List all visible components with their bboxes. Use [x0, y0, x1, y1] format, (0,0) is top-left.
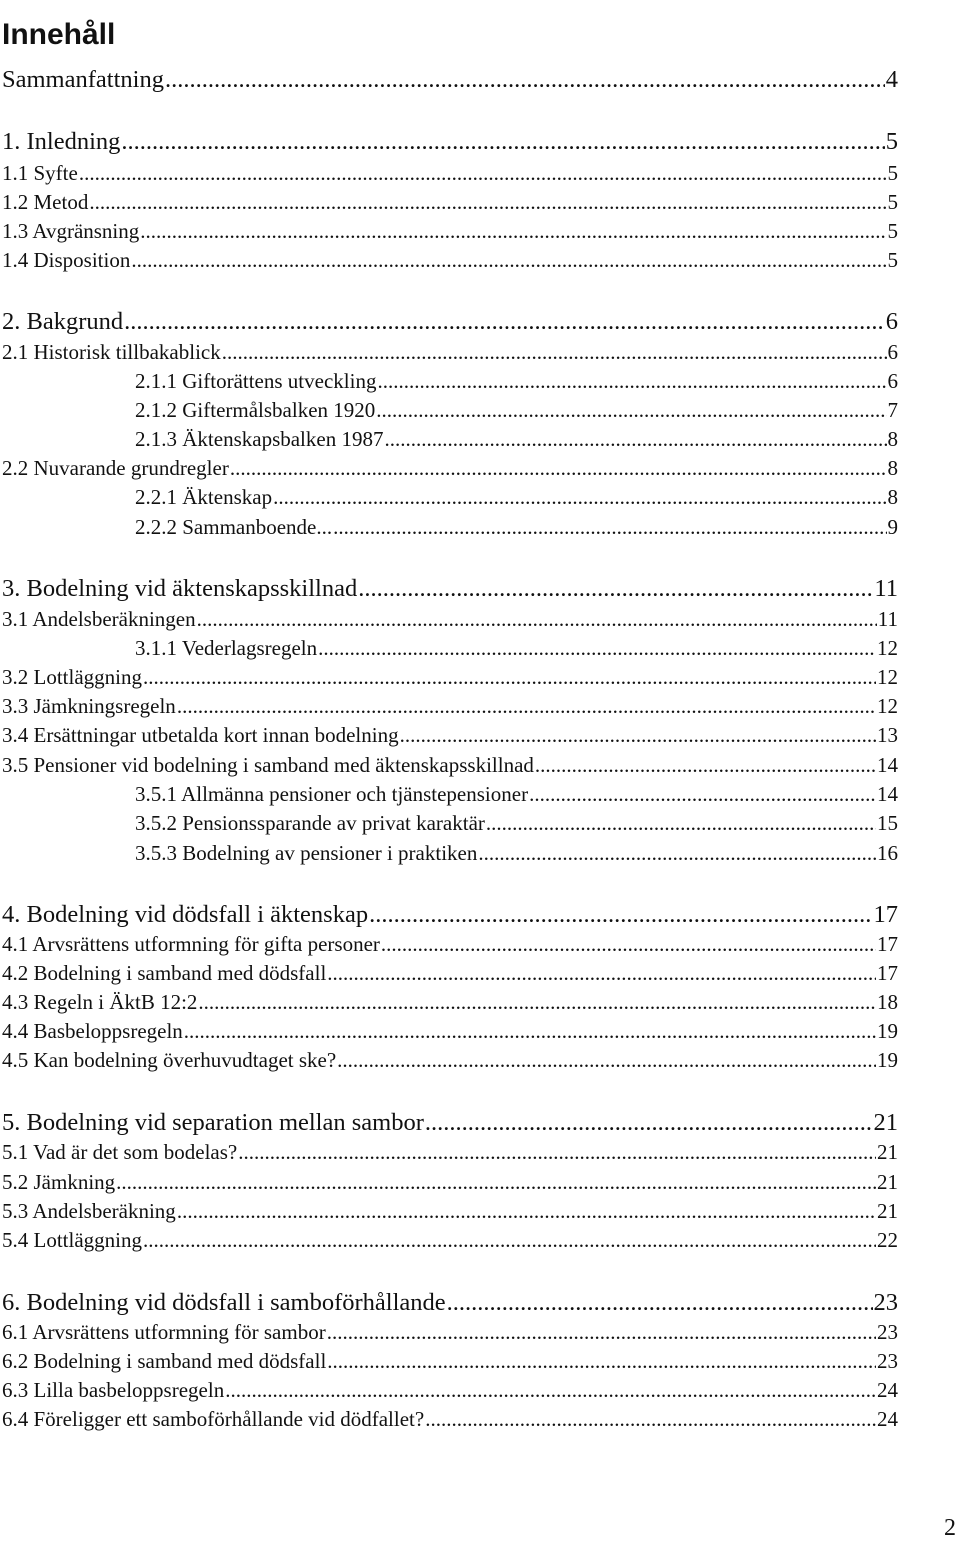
toc-entry-page: 23 [877, 1320, 898, 1344]
toc-entry-page: 5 [887, 248, 898, 272]
toc-entry-page: 8 [887, 427, 898, 451]
toc-entry-label: 3.5 Pensioner vid bodelning i samband med äktenskapsskillnad [2, 753, 534, 777]
toc-dot-leader [486, 810, 876, 836]
toc-entry-label: 6.2 Bodelning i samband med dödsfall [2, 1349, 327, 1373]
toc-entry[interactable] [135, 426, 898, 452]
toc-dot-leader [327, 1348, 876, 1374]
toc-entry-label: 4.1 Arvsrättens utformning för gifta personer [2, 932, 380, 956]
toc-entry-label: 5. Bodelning vid separation mellan sambor [2, 1109, 424, 1136]
toc-entry-label: 1.4 Disposition [2, 248, 131, 272]
toc-entry-label: 3.1.1 Vederlagsregeln [135, 636, 318, 660]
toc-entry[interactable] [2, 1018, 898, 1044]
toc-entry-label: 1.1 Syfte [2, 161, 78, 185]
toc-dot-leader [333, 514, 886, 540]
toc-entry[interactable] [135, 635, 898, 661]
toc-dot-leader [384, 426, 886, 452]
toc-entry-label: 2.1.2 Giftermålsbalken 1920 [135, 398, 376, 422]
toc-entry-page: 9 [887, 515, 898, 539]
toc-entry[interactable] [2, 455, 898, 481]
toc-entry-page: 17 [873, 901, 898, 928]
toc-dot-leader [177, 1198, 876, 1224]
toc-entry[interactable] [2, 160, 898, 186]
toc-dot-leader [369, 901, 872, 929]
toc-entry-page: 8 [887, 456, 898, 480]
toc-dot-leader [447, 1289, 873, 1317]
toc-dot-leader [143, 664, 876, 690]
toc-entry-label: 1.3 Avgränsning [2, 219, 140, 243]
toc-entry-page: 12 [877, 636, 898, 660]
toc-dot-leader [197, 606, 877, 632]
toc-dot-leader [478, 840, 876, 866]
toc-entry[interactable] [2, 693, 898, 719]
toc-entry-page: 8 [887, 485, 898, 509]
toc-entry-label: 3.2 Lottläggning [2, 665, 142, 689]
toc-entry[interactable] [2, 1289, 898, 1317]
toc-entry-label: 2.1 Historisk tillbakablick [2, 340, 221, 364]
toc-entry-label: 4. Bodelning vid dödsfall i äktenskap [2, 901, 369, 928]
toc-entry[interactable] [2, 1198, 898, 1224]
toc-entry-label: 4.2 Bodelning i samband med dödsfall [2, 961, 327, 985]
toc-dot-leader [273, 484, 886, 510]
toc-entry-label: 6.1 Arvsrättens utformning för sambor [2, 1320, 326, 1344]
toc-dot-leader [222, 339, 887, 365]
toc-entry[interactable] [2, 1227, 898, 1253]
toc-entry-label: 5.1 Vad är det som bodelas? [2, 1140, 238, 1164]
toc-entry-page: 18 [877, 990, 898, 1014]
toc-entry[interactable] [135, 810, 898, 836]
toc-entry[interactable] [2, 606, 898, 632]
toc-entry-page: 23 [877, 1349, 898, 1373]
toc-entry-label: 3.1 Andelsberäkningen [2, 607, 196, 631]
toc-dot-leader [143, 1227, 876, 1253]
toc-entry[interactable] [2, 1169, 898, 1195]
toc-entry[interactable] [2, 989, 898, 1015]
toc-entry[interactable] [2, 575, 898, 603]
toc-entry[interactable] [2, 66, 898, 94]
toc-entry[interactable] [2, 218, 898, 244]
toc-entry[interactable] [2, 931, 898, 957]
toc-dot-leader [89, 189, 886, 215]
toc-entry[interactable] [2, 1406, 898, 1432]
toc-entry-label: 2. Bakgrund [2, 308, 124, 335]
toc-entry-label: 2.2 Nuvarande grundregler [2, 456, 229, 480]
toc-entry-page: 7 [887, 398, 898, 422]
toc-dot-leader [318, 635, 876, 661]
toc-entry-page: 22 [877, 1228, 898, 1252]
toc-entry-label: 2.1.1 Giftorättens utveckling [135, 369, 377, 393]
toc-entry-page: 5 [885, 128, 898, 155]
toc-dot-leader [377, 368, 886, 394]
toc-entry-page: 16 [877, 841, 898, 865]
toc-dot-leader [79, 160, 887, 186]
toc-entry-page: 17 [877, 961, 898, 985]
toc-entry-label: 4.4 Basbeloppsregeln [2, 1019, 183, 1043]
toc-entry-page: 5 [887, 161, 898, 185]
toc-entry[interactable] [2, 1109, 898, 1137]
toc-entry-label: 2.2.1 Äktenskap [135, 485, 273, 509]
toc-entry-page: 24 [877, 1378, 898, 1402]
toc-entry-label: 6.3 Lilla basbeloppsregeln [2, 1378, 225, 1402]
toc-entry-label: 5.3 Andelsberäkning [2, 1199, 176, 1223]
toc-dot-leader [327, 1319, 876, 1345]
toc-entry-page: 23 [873, 1289, 898, 1316]
toc-dot-leader [225, 1377, 876, 1403]
toc-entry-label: 6. Bodelning vid dödsfall i samboförhållande [2, 1289, 446, 1316]
toc-entry-page: 4 [885, 66, 898, 93]
toc-entry-label: 1. Inledning [2, 128, 121, 155]
toc-entry-page: 21 [877, 1140, 898, 1164]
toc-dot-leader [121, 128, 884, 156]
toc-dot-leader [337, 1047, 876, 1073]
toc-entry[interactable] [2, 128, 898, 156]
toc-dot-leader [140, 218, 886, 244]
toc-entry-label: 2.1.3 Äktenskapsbalken 1987 [135, 427, 384, 451]
toc-entry-label: 4.3 Regeln i ÄktB 12:2 [2, 990, 198, 1014]
toc-dot-leader [198, 989, 876, 1015]
toc-dot-leader [230, 455, 887, 481]
toc-dot-leader [165, 66, 885, 94]
toc-dot-leader [238, 1139, 876, 1165]
toc-entry-label: 3.4 Ersättningar utbetalda kort innan bodelning [2, 723, 399, 747]
toc-entry[interactable] [2, 308, 898, 336]
toc-entry[interactable] [2, 901, 898, 929]
toc-entry[interactable] [135, 484, 898, 510]
toc-dot-leader [535, 752, 876, 778]
toc-entry-label: Sammanfattning [2, 66, 164, 93]
toc-entry-label: 1.2 Metod [2, 190, 89, 214]
toc-dot-leader [529, 781, 876, 807]
toc-entry-label: 2.2.2 Sammanboende... [135, 515, 333, 539]
toc-entry-label: 3.5.3 Bodelning av pensioner i praktiken [135, 841, 478, 865]
toc-entry-label: 3.5.2 Pensionssparande av privat karaktär [135, 811, 485, 835]
toc-entry[interactable] [2, 1139, 898, 1165]
toc-dot-leader [381, 931, 876, 957]
toc-entry[interactable] [2, 664, 898, 690]
toc-entry[interactable] [2, 1047, 898, 1073]
toc-entry[interactable] [135, 397, 898, 423]
toc-entry[interactable] [2, 339, 898, 365]
toc-entry-label: 4.5 Kan bodelning överhuvudtaget ske? [2, 1048, 337, 1072]
toc-entry-page: 6 [887, 369, 898, 393]
toc-dot-leader [124, 308, 885, 336]
toc-entry-page: 24 [877, 1407, 898, 1431]
toc-entry[interactable] [135, 781, 898, 807]
toc-entry-page: 6 [887, 340, 898, 364]
toc-entry-page: 21 [873, 1109, 898, 1136]
toc-entry-page: 17 [877, 932, 898, 956]
toc-dot-leader [376, 397, 886, 423]
toc-dot-leader [358, 575, 873, 603]
toc-entry[interactable] [2, 247, 898, 273]
toc-entry[interactable] [2, 1319, 898, 1345]
page-number: 2 [944, 1515, 956, 1541]
toc-entry[interactable] [2, 960, 898, 986]
toc-entry-page: 12 [877, 665, 898, 689]
toc-dot-leader [400, 722, 876, 748]
toc-entry-page: 21 [877, 1199, 898, 1223]
toc-entry-page: 19 [877, 1019, 898, 1043]
toc-dot-leader [177, 693, 876, 719]
toc-entry-page: 11 [877, 607, 898, 631]
toc-entry-label: 3. Bodelning vid äktenskapsskillnad [2, 575, 358, 602]
toc-dot-leader [425, 1406, 876, 1432]
toc-entry[interactable] [2, 1348, 898, 1374]
toc-entry-label: 6.4 Föreligger ett samboförhållande vid dödfallet? [2, 1407, 425, 1431]
toc-entry-page: 14 [877, 753, 898, 777]
toc-dot-leader [131, 247, 886, 273]
toc-entry-page: 5 [887, 190, 898, 214]
toc-dot-leader [425, 1109, 873, 1137]
toc-entry-label: 3.3 Jämkningsregeln [2, 694, 176, 718]
toc-entry-page: 15 [877, 811, 898, 835]
toc-entry[interactable] [2, 752, 898, 778]
toc-entry-page: 19 [877, 1048, 898, 1072]
toc-entry-page: 6 [885, 308, 898, 335]
toc-entry[interactable] [135, 840, 898, 866]
toc-entry-page: 5 [887, 219, 898, 243]
toc-entry-page: 11 [874, 575, 898, 602]
toc-entry-page: 21 [877, 1170, 898, 1194]
page-title: Innehåll [2, 18, 116, 52]
toc-entry[interactable] [135, 368, 898, 394]
toc-entry-label: 5.4 Lottläggning [2, 1228, 142, 1252]
toc-entry[interactable] [2, 1377, 898, 1403]
toc-entry[interactable] [2, 722, 898, 748]
toc-entry[interactable] [2, 189, 898, 215]
toc-dot-leader [327, 960, 876, 986]
toc-dot-leader [184, 1018, 876, 1044]
toc-entry-page: 14 [877, 782, 898, 806]
toc-entry-page: 13 [877, 723, 898, 747]
toc-entry-label: 5.2 Jämkning [2, 1170, 116, 1194]
toc-entry-page: 12 [877, 694, 898, 718]
toc-entry-label: 3.5.1 Allmänna pensioner och tjänstepensioner [135, 782, 529, 806]
toc-entry[interactable] [135, 514, 898, 540]
toc-dot-leader [116, 1169, 876, 1195]
